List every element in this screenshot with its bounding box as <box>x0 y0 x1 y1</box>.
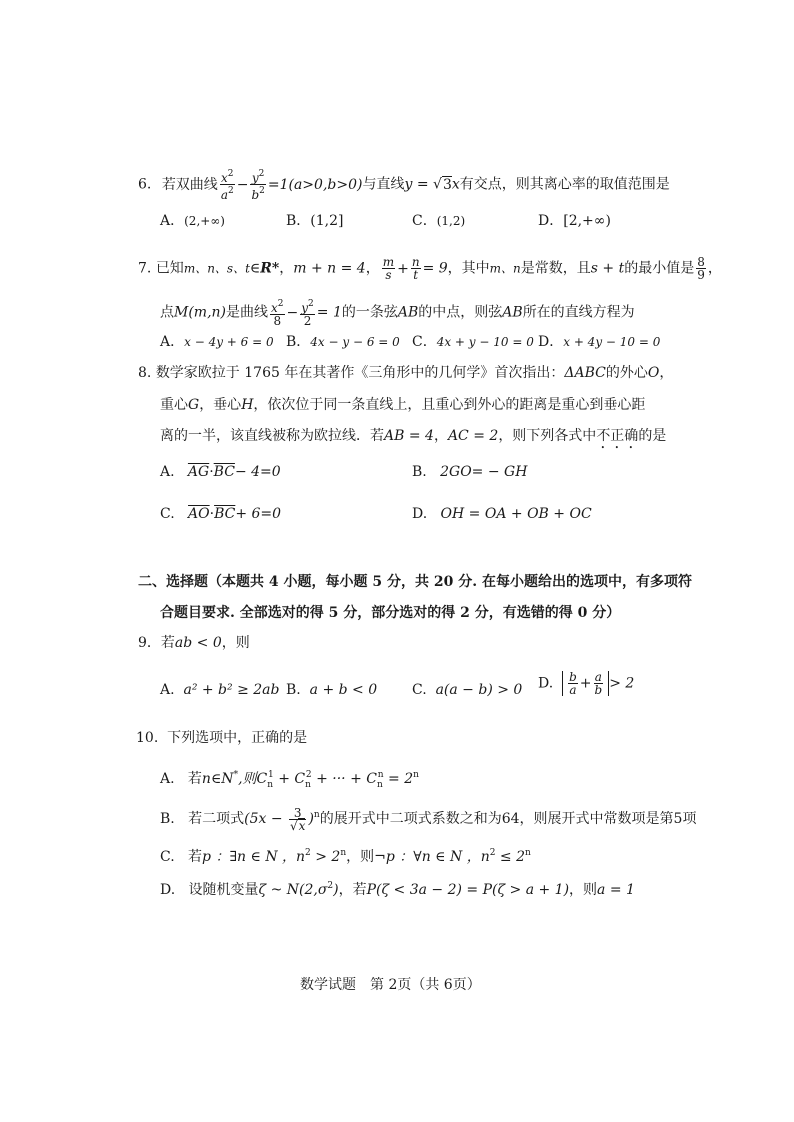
q6-option-c-text: (1,2) <box>436 214 466 228</box>
q9-pre: 若 <box>160 635 175 651</box>
q10-option-b-post: 的展开式中二项式系数之和为64，则展开式中常数项是第5项 <box>319 811 697 827</box>
q6-option-c-label: C． <box>412 213 437 229</box>
q10-option-d-answer: a = 1 <box>597 882 635 898</box>
q7-text1: ，其中 <box>447 260 490 277</box>
q9-option-c-label: C. <box>412 682 427 698</box>
q8-line3-c: 的是 <box>638 428 667 444</box>
q10-option-c-text1: 若 <box>188 849 203 865</box>
q10-option-c[interactable] <box>160 844 531 866</box>
q8-line2-a: 重心 <box>160 397 188 413</box>
q6-option-d[interactable] <box>538 212 611 230</box>
q10-number: 10. <box>136 730 159 746</box>
q8-line3-a: 离的一半，该直线被称为欧拉线．若 <box>160 428 384 444</box>
q7-option-d-text: x + 4y − 10 = 0 <box>563 335 661 349</box>
q7-curve-frac: $\frac{x^2}{8}$ − $\frac{y^2}{2}$ <box>271 299 314 328</box>
q10-option-c-notp: ¬p ：∀n ∈ N ，$n^2 \le 2^n$ <box>374 848 531 865</box>
q7-set: R* <box>260 260 280 277</box>
q8-line2-c: ，依次位于同一条直线上，且重心到外心的距离是重心到垂心距 <box>253 397 646 413</box>
q7-option-a-text: x − 4y + 6 = 0 <box>184 335 274 349</box>
q10-stem <box>136 729 307 747</box>
q7-option-d[interactable] <box>538 333 660 351</box>
q8-line1-post: 的外心 <box>605 365 648 381</box>
q6-option-a-label: A． <box>160 213 185 229</box>
q7-text3: 的最小值是 <box>624 260 695 277</box>
page-footer: 数学试题 第 2页（共 6页） <box>300 977 481 993</box>
q10-option-d-mid: ，若 <box>338 882 367 898</box>
q6-stem-post: 有交点，则其离心率的取值范围是 <box>459 176 670 193</box>
q9-option-a-text: a² + b² ≥ 2ab <box>183 682 280 698</box>
q9-option-b-label: B. <box>286 682 301 698</box>
q8-option-a[interactable]: A. $\overline{AG}\cdot\overline{BC}- 4=0$ <box>160 464 281 480</box>
q6-option-a[interactable] <box>160 212 225 230</box>
q8-option-a-label: A. <box>160 464 175 480</box>
q6-option-d-text: [2,+∞) <box>563 213 611 229</box>
q10-option-b[interactable] <box>160 806 696 832</box>
q10-option-d-post: ，则 <box>569 882 598 898</box>
q6-stem-mid: 与直线 <box>362 176 405 193</box>
q9-post: ，则 <box>221 635 250 651</box>
q10-option-c-text2: ，则 <box>346 849 375 865</box>
q7-line2-post3: 所在的直线方程为 <box>522 304 635 321</box>
q8-line2 <box>160 396 645 414</box>
q8-option-b-text: 2GO= − GH <box>440 464 528 480</box>
q9-number: 9． <box>138 635 161 651</box>
q9-option-b[interactable] <box>286 681 377 699</box>
q10-option-c-p: p ：∃n ∈ N ，$n^2 > 2^n$ <box>202 848 347 865</box>
q7-line2-post2: 的中点，则弦 <box>418 304 503 321</box>
q8-option-a-text: − 4=0 <box>234 464 281 480</box>
q7-vars2: m、n <box>489 261 521 276</box>
q9-stem <box>138 634 250 652</box>
q8-g: G <box>188 397 200 413</box>
q10-option-c-label: C. <box>160 849 175 865</box>
q7-option-a-label: A． <box>160 334 185 350</box>
q6-hyperbola-eq: $\frac{x^2}{a^2}$ − $\frac{y^2}{b^2}$ =1(a>0,b>0) <box>220 169 363 202</box>
q7-in: ∈ <box>249 260 261 277</box>
q8-ab: AB = 4 <box>384 428 434 444</box>
q7-line2-mid: 是曲线 <box>226 304 269 321</box>
q7-text2: 是常数，且 <box>520 260 591 277</box>
q7-st: s + t <box>590 260 625 277</box>
q10-option-b-label: B. <box>160 811 175 827</box>
q7-vars: m、n、s、t <box>183 261 250 276</box>
q7-pre: 已知 <box>155 260 184 277</box>
q9-option-b-text: a + b < 0 <box>309 682 378 698</box>
q7-line1: 7. 已知m、n、s、t∈R*，m + n = 4， $\frac{m}{s}$ + $\frac{n}{t}$ = 9，其中m、n是常数，且s + t的最小值是 $\frac{8}{9}$ ， <box>138 255 722 282</box>
q6-option-b[interactable] <box>286 212 344 230</box>
q7-option-c-text: 4x + y − 10 = 0 <box>436 335 534 349</box>
q8-line3-b: ，则下列各式中 <box>498 428 597 444</box>
q7-line2-post1: 的一条弦 <box>341 304 398 321</box>
q9-option-a-label: A. <box>160 682 175 698</box>
q10-option-a[interactable] <box>160 766 419 794</box>
q9-option-d-text: > 2 <box>609 675 635 692</box>
section2-line1: 二、选择题（本题共 4 小题，每小题 5 分，共 20 分. 在每小题给出的选项中，有多项符 <box>138 574 692 590</box>
q8-option-c-text: + 6=0 <box>235 506 282 522</box>
q7-cond2-frac: $\frac{m}{s}$ + $\frac{n}{t}$ <box>382 255 420 282</box>
q10-option-d-label: D. <box>160 882 176 898</box>
q8-ac: AC = 2 <box>447 428 499 444</box>
q8-option-c[interactable]: C. $\overline{AO}\cdot\overline{BC}+ 6=0$ <box>160 506 282 522</box>
q9-option-d-label: D. <box>538 675 554 692</box>
q7-number: 7. <box>138 260 152 277</box>
q8-option-c-label: C. <box>160 506 175 522</box>
q6-number: 6. <box>138 176 152 193</box>
q8-number: 8. <box>138 365 152 381</box>
q7-ab: AB <box>397 304 419 321</box>
q8-h: H <box>241 397 254 413</box>
q7-option-d-label: D． <box>538 334 564 350</box>
q7-option-b-text: 4x − y − 6 = 0 <box>310 335 400 349</box>
q6-stem <box>138 168 670 201</box>
q8-line1-text: 数学家欧拉于 1765 年在其著作《三角形中的几何学》首次指出： <box>155 365 565 381</box>
q10-option-d-dist: ζ ~ $N(2,\sigma^2)$ <box>258 881 339 898</box>
q7-option-b-label: B． <box>286 334 311 350</box>
q10-option-d-pre: 设随机变量 <box>188 882 259 898</box>
q7-option-c-label: C． <box>412 334 437 350</box>
q7-line2-pre: 点 <box>160 304 174 321</box>
q8-option-d[interactable] <box>412 505 592 523</box>
q7-ab2: AB <box>502 304 523 321</box>
q9-option-c-text: a(a − b) > 0 <box>435 682 523 698</box>
q6-option-b-text: (1,2] <box>310 213 344 229</box>
q10-option-a-label: A. <box>160 771 175 787</box>
q6-line-eq: y = √3x <box>404 176 460 193</box>
q10-option-b-binomial: (5x − $\frac{3}{√x}$ )$^n$ <box>244 805 320 833</box>
q6-option-c[interactable] <box>412 212 465 230</box>
q10-stem-text: 下列选项中，正确的是 <box>167 730 308 746</box>
q10-option-b-pre: 若二项式 <box>188 811 245 827</box>
q10-option-d[interactable] <box>160 877 635 899</box>
q9-option-c[interactable] <box>412 681 522 699</box>
q7-line2 <box>160 298 635 327</box>
q10-option-a-formula: n∈N*,则$C_n^1 + C_n^2$ + ··· + $C_n^n = 2^n$ <box>201 770 419 790</box>
q10-option-a-text: 若 <box>187 771 202 787</box>
q7-curve-eq: = 1 <box>316 304 342 321</box>
q7-option-a[interactable] <box>160 333 274 351</box>
q6-option-b-label: B． <box>286 213 311 229</box>
q8-line3: 离的一半，该直线被称为欧拉线．若AB = 4，AC = 2，则下列各式中不正确的是 <box>160 428 667 444</box>
q6-stem-pre: 若双曲线 <box>161 176 218 193</box>
q7-point: M(m,n) <box>174 304 227 321</box>
q7-option-b[interactable] <box>286 333 400 351</box>
q9-cond: ab < 0 <box>174 635 222 651</box>
q8-option-d-text: OH = OA + OB + OC <box>440 506 592 522</box>
q8-line1: 8. 数学家欧拉于 1765 年在其著作《三角形中的几何学》首次指出：ΔABC的外心O， <box>138 365 674 381</box>
q8-line2-b: ，垂心 <box>199 397 242 413</box>
q8-option-d-label: D. <box>412 506 428 522</box>
q6-option-a-text: (2,+∞) <box>184 214 225 228</box>
q10-option-d-prob: P(ζ < 3a − 2) = P(ζ > a + 1) <box>366 882 570 898</box>
q7-cond2: = 9 <box>422 260 448 277</box>
q9-option-a[interactable] <box>160 681 279 699</box>
q8-not-emphasis: 不正确 <box>596 428 639 444</box>
q7-min-value: $\frac{8}{9}$ <box>697 255 705 282</box>
q7-option-c[interactable] <box>412 333 534 351</box>
q9-option-d[interactable]: D. $\frac{b}{a}$ + $\frac{a}{b}$ > 2 <box>538 670 635 697</box>
q8-option-b[interactable] <box>412 463 527 481</box>
section2-line2: 合题目要求. 全部选对的得 5 分，部分选对的得 2 分，有选错的得 0 分） <box>160 605 621 621</box>
q6-option-d-label: D． <box>538 213 564 229</box>
q8-triangle: ΔABC <box>564 365 606 381</box>
q8-option-b-label: B. <box>412 464 427 480</box>
q8-o: O <box>647 365 660 381</box>
q7-cond1: m + n = 4 <box>293 260 366 277</box>
